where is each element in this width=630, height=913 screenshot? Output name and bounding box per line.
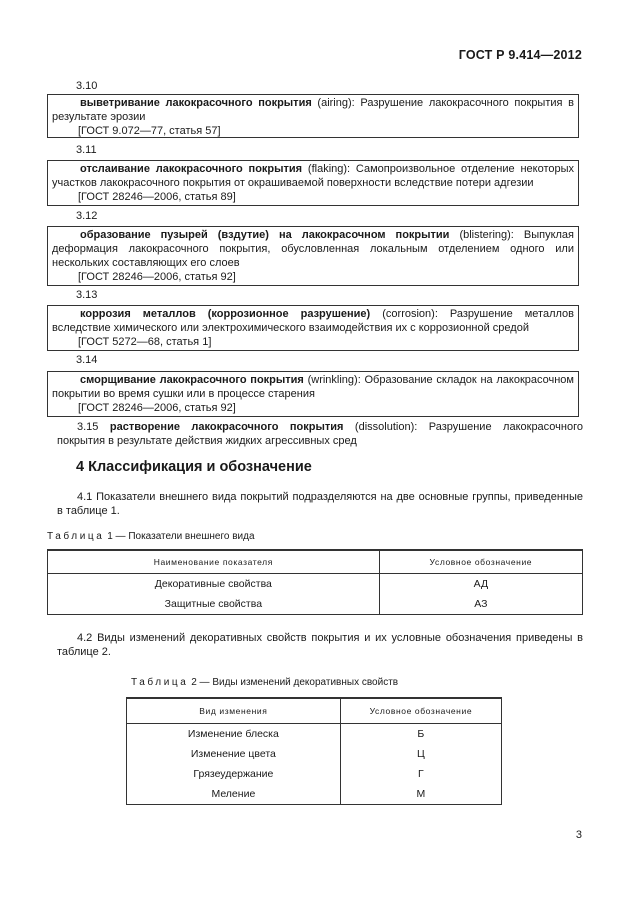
term: образование пузырей (вздутие) на лакокрасочном покрытии bbox=[80, 229, 450, 241]
page-number: 3 bbox=[575, 829, 582, 841]
definition: (flaking): Самопроизвольное отделение некоторых участков лакокрасочного покрытия от окрашиваемой поверхности вследствие потери адгезии bbox=[52, 163, 574, 189]
entry-number: 3.14 bbox=[76, 354, 98, 366]
table-cell: Грязеудержание bbox=[127, 764, 341, 784]
section-title: 4 Классификация и обозначение bbox=[76, 459, 312, 475]
column-header: Условное обозначение bbox=[340, 698, 501, 724]
definition-box bbox=[47, 371, 579, 417]
caption-title: 2 — Виды изменений декоративных свойств bbox=[188, 677, 399, 688]
reference: [ГОСТ 9.072—77, статья 57] bbox=[78, 125, 221, 137]
definition-box bbox=[47, 226, 579, 286]
table-2 bbox=[126, 697, 502, 805]
table-cell: Ц bbox=[340, 744, 501, 764]
entry-number: 3.11 bbox=[76, 144, 97, 156]
table-2-caption bbox=[131, 677, 398, 688]
table-row bbox=[127, 744, 502, 764]
entry-number: 3.15 bbox=[77, 421, 99, 433]
page-header: ГОСТ Р 9.414—2012 bbox=[458, 48, 582, 62]
table-cell: АЗ bbox=[379, 594, 582, 615]
term: отслаивание лакокрасочного покрытия bbox=[80, 163, 303, 175]
column-header: Наименование показателя bbox=[48, 550, 380, 574]
table-cell: Декоративные свойства bbox=[48, 574, 380, 595]
column-header: Условное обозначение bbox=[379, 550, 582, 574]
caption-label: Таблица bbox=[47, 531, 105, 542]
caption-label: Таблица bbox=[131, 677, 189, 688]
definition: (airing): Разрушение лакокрасочного покрытия в результате эрозии bbox=[52, 97, 574, 123]
term: сморщивание лакокрасочного покрытия bbox=[80, 374, 304, 386]
entry-number: 3.12 bbox=[76, 210, 98, 222]
paragraph-4-1 bbox=[57, 490, 583, 518]
table-row bbox=[48, 574, 583, 595]
table-cell: Изменение блеска bbox=[127, 724, 341, 745]
reference: [ГОСТ 28246—2006, статья 89] bbox=[78, 191, 236, 203]
definition-box bbox=[47, 160, 579, 206]
reference: [ГОСТ 5272—68, статья 1] bbox=[78, 336, 212, 348]
definition: (blistering): Выпуклая деформация лакокрасочного покрытия, обусловленная локальным отделением одного или нескольких составляющих его слоев bbox=[52, 229, 574, 269]
table-cell: Меление bbox=[127, 784, 341, 805]
term: выветривание лакокрасочного покрытия bbox=[80, 97, 312, 109]
table-row bbox=[127, 764, 502, 784]
table-cell: АД bbox=[379, 574, 582, 595]
table-cell: Б bbox=[340, 724, 501, 745]
table-row bbox=[127, 784, 502, 805]
table-cell: Изменение цвета bbox=[127, 744, 341, 764]
table-cell: Защитные свойства bbox=[48, 594, 380, 615]
definition: (dissolution): Разрушение лакокрасочного покрытия в результате действия жидких агрессивных сред bbox=[57, 421, 583, 447]
paragraph-4-2 bbox=[57, 631, 583, 659]
reference: [ГОСТ 28246—2006, статья 92] bbox=[78, 271, 236, 283]
definition-box bbox=[47, 305, 579, 351]
entry-3-15 bbox=[57, 420, 583, 448]
reference: [ГОСТ 28246—2006, статья 92] bbox=[78, 402, 236, 414]
definition: (wrinkling): Образование складок на лакокрасочном покрытии во время сушки или в процессе старения bbox=[52, 374, 574, 400]
term: коррозия металлов (коррозионное разрушение) bbox=[80, 308, 371, 320]
entry-number: 3.10 bbox=[76, 80, 98, 92]
paragraph-text: 4.1 Показатели внешнего вида покрытий подразделяются на две основные группы, приведенные в таблице 1. bbox=[57, 491, 583, 517]
caption-title: 1 — Показатели внешнего вида bbox=[104, 531, 255, 542]
definition-box bbox=[47, 94, 579, 138]
entry-number: 3.13 bbox=[76, 289, 98, 301]
table-cell: Г bbox=[340, 764, 501, 784]
table-1-caption bbox=[47, 531, 255, 542]
table-1 bbox=[47, 549, 583, 615]
paragraph-text: 4.2 Виды изменений декоративных свойств покрытия и их условные обозначения приведены в таблице 2. bbox=[57, 632, 583, 658]
definition: (corrosion): Разрушение металлов вследствие химического или электрохимического взаимодействия их с коррозионной средой bbox=[52, 308, 574, 334]
term: растворение лакокрасочного покрытия bbox=[109, 421, 344, 433]
table-row bbox=[127, 724, 502, 745]
column-header: Вид изменения bbox=[127, 698, 341, 724]
table-row bbox=[48, 594, 583, 615]
table-cell: М bbox=[340, 784, 501, 805]
